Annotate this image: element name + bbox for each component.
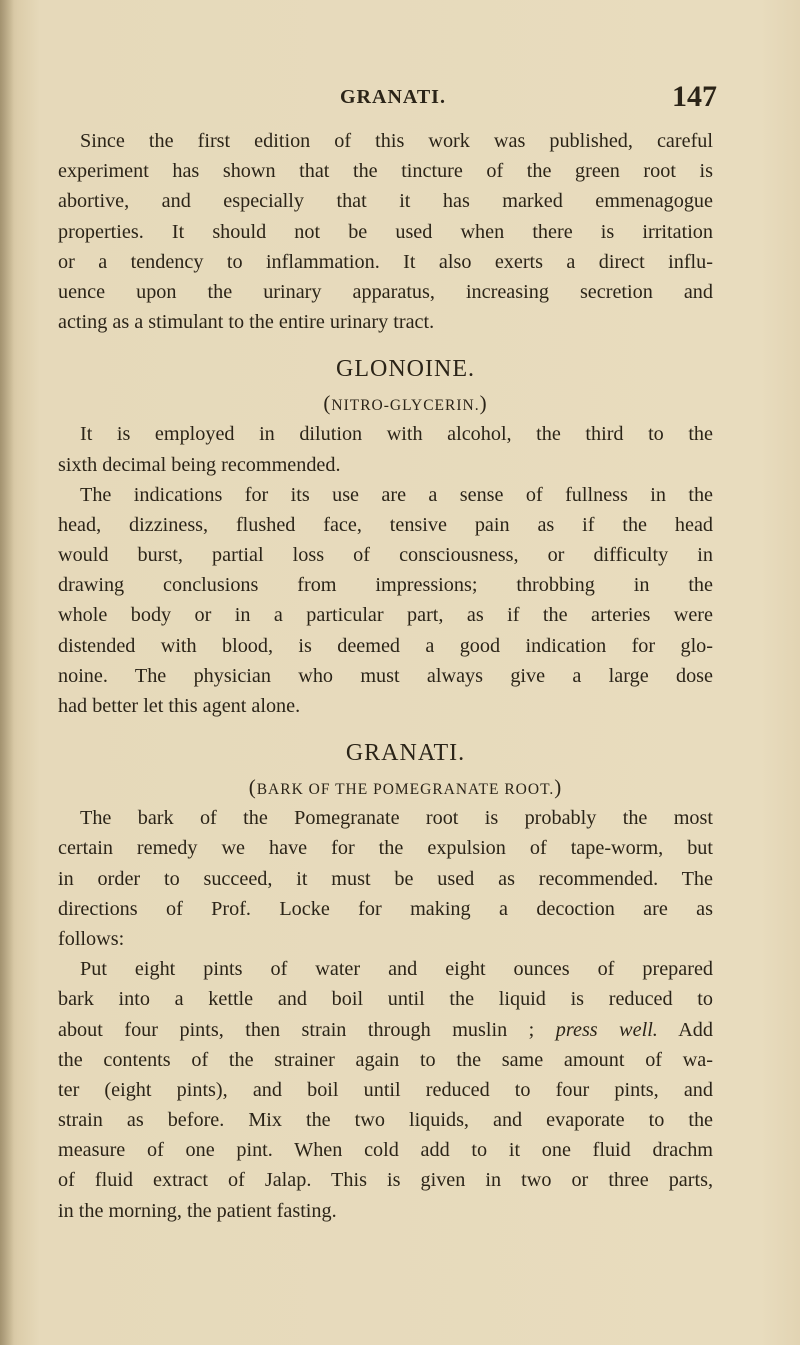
text-line: The bark of the Pomegranate root is probably the most bbox=[80, 807, 713, 830]
body-text bbox=[58, 126, 713, 1226]
text-line: or a tendency to inflammation. It also exerts a direct influ- bbox=[58, 250, 713, 273]
text-fragment: about four pints, then strain through muslin ; bbox=[58, 1018, 535, 1041]
text-line: bark into a kettle and boil until the liquid is reduced to bbox=[58, 988, 713, 1011]
text-line: would burst, partial loss of consciousness, or difficulty in bbox=[58, 544, 713, 567]
text-line: uence upon the urinary apparatus, increasing secretion and bbox=[58, 280, 713, 303]
italic-phrase: press well. bbox=[555, 1018, 658, 1041]
text-line: noine. The physician who must always give a large dose bbox=[58, 664, 713, 687]
text-line: The indications for its use are a sense of fullness in the bbox=[80, 483, 713, 506]
text-line: the contents of the strainer again to the same amount of wa- bbox=[58, 1048, 713, 1071]
text-line: distended with blood, is deemed a good indication for glo- bbox=[58, 634, 713, 657]
paragraph-granati-intro bbox=[58, 126, 713, 337]
section-subheading-glonoine: (NITRO-GLYCERIN.) bbox=[323, 391, 488, 416]
paragraph-glonoine-indications bbox=[58, 480, 713, 722]
text-line bbox=[58, 1015, 713, 1045]
section-heading-glonoine: GLONOINE. bbox=[336, 356, 475, 383]
text-line: acting as a stimulant to the entire urinary tract. bbox=[58, 311, 435, 334]
running-title: GRANATI. bbox=[340, 86, 446, 108]
paragraph-granati-remedy bbox=[58, 803, 713, 954]
text-line: properties. It should not be used when there is irritation bbox=[58, 220, 713, 243]
text-line: abortive, and especially that it has marked emmenagogue bbox=[58, 190, 713, 213]
text-line: Put eight pints of water and eight ounces of prepared bbox=[80, 958, 713, 981]
page-gutter-shadow bbox=[0, 0, 14, 1345]
text-fragment: Add bbox=[657, 1018, 713, 1041]
text-line: of fluid extract of Jalap. This is given in two or three parts, bbox=[58, 1169, 713, 1192]
text-line: in order to succeed, it must be used as recommended. The bbox=[58, 867, 713, 890]
paragraph-glonoine-dosage bbox=[58, 419, 713, 479]
text-line: certain remedy we have for the expulsion of tape-worm, but bbox=[58, 837, 713, 860]
subheading-text: BARK OF THE POMEGRANATE ROOT. bbox=[256, 781, 555, 799]
text-line: Since the first edition of this work was published, careful bbox=[80, 130, 713, 152]
page-number: 147 bbox=[672, 80, 717, 113]
text-line: measure of one pint. When cold add to it one fluid drachm bbox=[58, 1139, 713, 1162]
text-line: whole body or in a particular part, as if the arteries were bbox=[58, 604, 713, 627]
text-line: It is employed in dilution with alcohol, the third to the bbox=[80, 423, 713, 446]
text-line: ter (eight pints), and boil until reduced to four pints, and bbox=[58, 1078, 713, 1101]
text-line: directions of Prof. Locke for making a decoction are as bbox=[58, 897, 713, 920]
subheading-text: NITRO-GLYCERIN. bbox=[331, 397, 480, 415]
text-line: in the morning, the patient fasting. bbox=[58, 1199, 337, 1222]
paragraph-granati-decoction bbox=[58, 954, 713, 1226]
text-line: sixth decimal being recommended. bbox=[58, 453, 341, 476]
text-line: follows: bbox=[58, 927, 125, 950]
text-line: drawing conclusions from impressions; throbbing in the bbox=[58, 574, 713, 597]
text-line: strain as before. Mix the two liquids, and evaporate to the bbox=[58, 1109, 713, 1132]
running-head bbox=[0, 80, 800, 116]
text-line: head, dizziness, flushed face, tensive pain as if the head bbox=[58, 513, 713, 536]
text-line: experiment has shown that the tincture of the green root is bbox=[58, 160, 713, 183]
section-heading-granati: GRANATI. bbox=[345, 740, 466, 767]
text-line: had better let this agent alone. bbox=[58, 695, 301, 717]
section-subheading-granati: (BARK OF THE POMEGRANATE ROOT.) bbox=[248, 775, 563, 800]
